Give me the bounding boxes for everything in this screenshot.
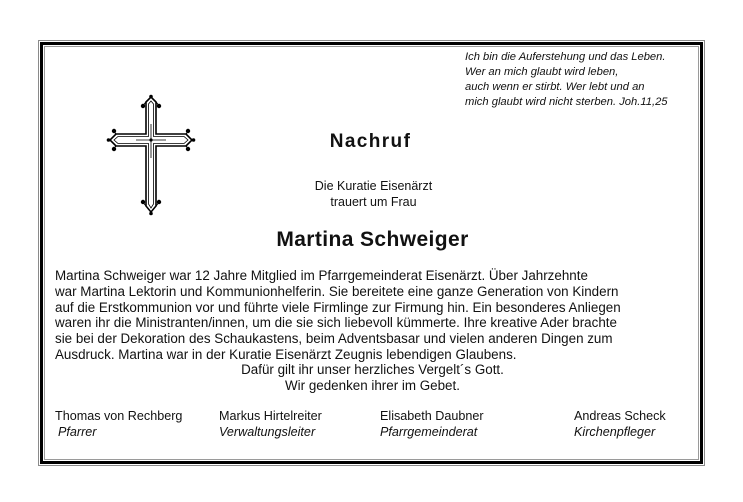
signature-block (380, 408, 484, 440)
signature-block (55, 408, 182, 440)
bible-verse (465, 50, 700, 110)
signatory-name: Markus Hirtelreiter (219, 409, 322, 423)
signature-block (574, 408, 666, 440)
signature-block (219, 408, 322, 440)
body-line: auf die Erstkommunion vor und führte viele Firmlinge zur Firmung hin. Ein besonderes Anliegen (55, 299, 621, 315)
verse-line: Wer an mich glaubt wird leben, (465, 66, 619, 78)
body-line: sie bei der Dekoration des Schaukastens, beim Adventsbasar und vielen anderen Dingen zum (55, 331, 613, 347)
verse-line: Ich bin die Auferstehung und das Leben. (465, 51, 666, 63)
verse-line: mich glaubt wird nicht sterben. Joh.11,25 (465, 96, 668, 108)
subtitle-line-2: trauert um Frau (330, 195, 417, 209)
subtitle-line-1: Die Kuratie Eisenärzt (314, 179, 433, 193)
signatory-name: Andreas Scheck (574, 409, 666, 423)
signatory-name: Thomas von Rechberg (55, 409, 183, 423)
verse-line: auch wenn er stirbt. Wer lebt und an (465, 81, 645, 93)
signatory-role: Verwaltungsleiter (219, 425, 316, 439)
body-line: war Martina Lektorin und Kommunionhelferin. Sie bereitete eine ganze Generation von Kindern (55, 283, 619, 299)
page-title: Nachruf (329, 131, 412, 152)
obituary-body (55, 268, 705, 363)
signatory-role: Kirchenpfleger (574, 425, 656, 439)
closing-thanks: Dafür gilt ihr unser herzliches Vergelt´s Gott. (241, 362, 504, 377)
body-line: Ausdruck. Martina war in der Kuratie Eisenärzt Zeugnis lebendigen Glaubens. (55, 346, 517, 362)
signatory-role: Pfarrer (58, 425, 97, 439)
body-line: waren ihr die Ministranten/innen, um die sie sich liebevoll kümmerte. Ihre kreative Ader brachte (55, 315, 617, 331)
signatory-name: Elisabeth Daubner (380, 409, 484, 423)
signatory-role: Pfarrgemeinderat (380, 425, 478, 439)
deceased-name: Martina Schweiger (276, 228, 469, 251)
closing-prayer: Wir gedenken ihrer im Gebet. (285, 378, 460, 393)
body-line: Martina Schweiger war 12 Jahre Mitglied im Pfarrgemeinderat Eisenärzt. Über Jahrzehnte (55, 268, 588, 283)
